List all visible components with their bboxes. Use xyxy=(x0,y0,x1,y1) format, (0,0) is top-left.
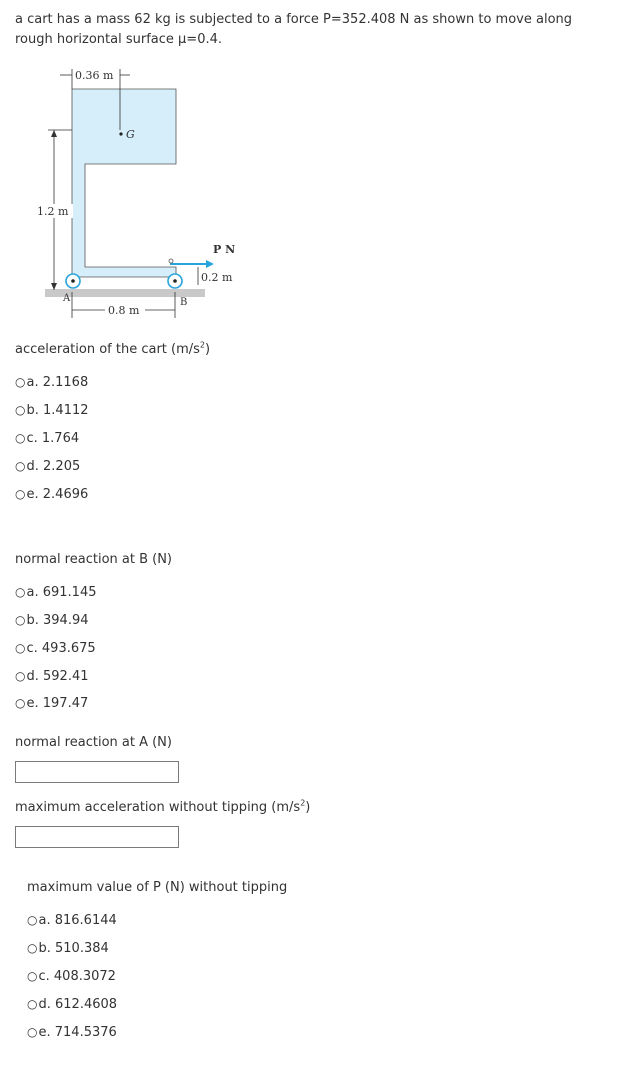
radio-icon[interactable]: ○ xyxy=(15,613,26,627)
radio-icon[interactable]: ○ xyxy=(15,696,26,710)
q3-answer-input[interactable] xyxy=(15,761,179,783)
force-p-anchor xyxy=(169,259,173,263)
q1-option-a[interactable]: ○a. 2.1168 xyxy=(15,375,89,390)
q1-label: acceleration of the cart $(m/s^2)$ xyxy=(15,340,211,357)
radio-icon[interactable]: ○ xyxy=(15,487,26,501)
q2-option-b[interactable]: ○b. 394.94 xyxy=(15,613,89,628)
radio-icon[interactable]: ○ xyxy=(15,669,26,683)
g-label: G xyxy=(126,128,135,141)
q5-option-a[interactable]: ○a. 816.6144 xyxy=(27,913,117,928)
wheel-b-hub xyxy=(173,279,177,283)
radio-icon[interactable]: ○ xyxy=(27,997,38,1011)
q5-option-c[interactable]: ○c. 408.3072 xyxy=(27,969,116,984)
q1-option-b[interactable]: ○b. 1.4112 xyxy=(15,403,89,418)
q1-option-d[interactable]: ○d. 2.205 xyxy=(15,459,81,474)
radio-icon[interactable]: ○ xyxy=(15,403,26,417)
q2-option-d[interactable]: ○d. 592.41 xyxy=(15,669,89,684)
q1-option-c[interactable]: ○c. 1.764 xyxy=(15,431,80,446)
q5-option-d[interactable]: ○d. 612.4608 xyxy=(27,997,118,1012)
radio-icon[interactable]: ○ xyxy=(27,941,38,955)
problem-statement: a cart has a mass 62 kg is subjected to a force P=352.408 N as shown to move along rough horizontal surface μ=0.4. xyxy=(15,12,573,47)
radio-icon[interactable]: ○ xyxy=(15,641,26,655)
dim-left-label: 1.2 m xyxy=(37,205,69,218)
q2-option-e[interactable]: ○e. 197.47 xyxy=(15,696,89,711)
point-a-label: A xyxy=(63,293,71,304)
q3-label: normal reaction at A (N) xyxy=(15,735,172,750)
radio-icon[interactable]: ○ xyxy=(27,1025,38,1039)
radio-icon[interactable]: ○ xyxy=(15,375,26,389)
q4-label: maximum acceleration without tipping $(m/s^2)$ xyxy=(15,798,311,815)
radio-icon[interactable]: ○ xyxy=(27,913,38,927)
point-b-label: B xyxy=(180,297,188,308)
q5-option-e[interactable]: ○e. 714.5376 xyxy=(27,1025,117,1040)
radio-icon[interactable]: ○ xyxy=(15,585,26,599)
q2-option-a[interactable]: ○a. 691.145 xyxy=(15,585,97,600)
dim-top-label: 0.36 m xyxy=(75,69,114,82)
wheel-a-hub xyxy=(71,279,75,283)
dim-right-label: 0.2 m xyxy=(201,271,233,284)
dim-bottom-label: 0.8 m xyxy=(108,304,140,317)
q5-label: maximum value of P (N) without tipping xyxy=(27,880,288,895)
radio-icon[interactable]: ○ xyxy=(15,431,26,445)
cart-diagram xyxy=(30,60,250,325)
q1-option-e[interactable]: ○e. 2.4696 xyxy=(15,487,89,502)
q2-option-c[interactable]: ○c. 493.675 xyxy=(15,641,96,656)
cart-body xyxy=(72,89,176,277)
dim-arrow-left-bottom xyxy=(51,283,57,290)
force-p-arrowhead xyxy=(206,260,214,268)
center-of-mass-dot xyxy=(119,132,122,135)
q2-label: normal reaction at B (N) xyxy=(15,552,173,567)
q4-answer-input[interactable] xyxy=(15,826,179,848)
force-p-label: P N xyxy=(213,243,236,256)
radio-icon[interactable]: ○ xyxy=(15,459,26,473)
q5-option-b[interactable]: ○b. 510.384 xyxy=(27,941,109,956)
dim-arrow-left-top xyxy=(51,130,57,137)
radio-icon[interactable]: ○ xyxy=(27,969,38,983)
